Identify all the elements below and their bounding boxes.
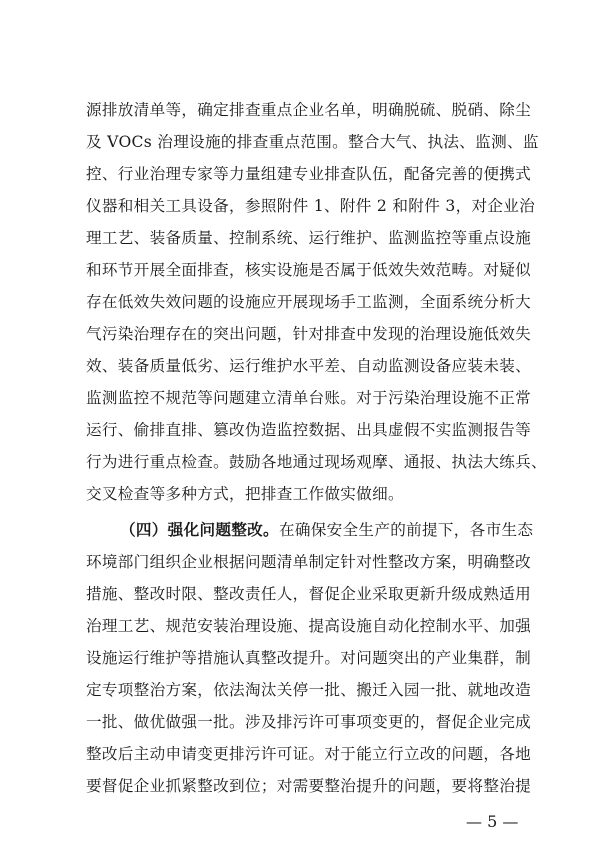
text-line: 措施、整改时限、整改责任人，督促企业采取更新升级成熟适用 [86, 585, 532, 603]
text-line: 治理工艺、规范安装治理设施、提高设施自动化控制水平、加强 [86, 617, 532, 635]
text-line: 要督促企业抓紧整改到位；对需要整治提升的问题，要将整治提 [86, 777, 532, 795]
text-line: 交叉检查等多种方式，把排查工作做实做细。 [86, 485, 404, 503]
text-line: 仪器和相关工具设备，参照附件 1、附件 2 和附件 3，对企业治 [86, 197, 536, 215]
text-line: 监测监控不规范等问题建立清单台账。对于污染治理设施不正常 [86, 389, 532, 407]
text-line: 整改后主动申请变更排污许可证。对于能立行立改的问题，各地 [86, 745, 532, 763]
text-line: 及 VOCs 治理设施的排查重点范围。整合大气、执法、监测、监 [86, 133, 539, 151]
text-line: 控、行业治理专家等力量组建专业排查队伍，配备完善的便携式 [86, 165, 532, 183]
page-number: — 5 — [466, 812, 519, 831]
text-line: 和环节开展全面排查，核实设施是否属于低效失效范畴。对疑似 [86, 261, 532, 279]
text-line: 气污染治理存在的突出问题，针对排查中发现的治理设施低效失 [86, 325, 532, 343]
section-first-line-text: 在确保安全生产的前提下，各市生态 [278, 521, 534, 539]
section-first-line [120, 520, 534, 540]
text-line: 定专项整治方案，依法淘汰关停一批、搬迁入园一批、就地改造 [86, 681, 532, 699]
text-line: 存在低效失效问题的设施应开展现场手工监测，全面系统分析大 [86, 293, 532, 311]
section-heading: （四）强化问题整改。 [120, 521, 279, 539]
text-line: 设施运行维护等措施认真整改提升。对问题突出的产业集群，制 [86, 649, 532, 667]
text-line: 效、装备质量低劣、运行维护水平差、自动监测设备应装未装、 [86, 357, 532, 375]
text-line: 理工艺、装备质量、控制系统、运行维护、监测监控等重点设施 [86, 229, 532, 247]
text-line: 一批、做优做强一批。涉及排污许可事项变更的，督促企业完成 [86, 713, 532, 731]
text-line: 运行、偷排直排、篡改伪造监控数据、出具虚假不实监测报告等 [86, 421, 532, 439]
text-line: 源排放清单等，确定排查重点企业名单，明确脱硫、脱硝、除尘 [86, 101, 532, 119]
text-line: 环境部门组织企业根据问题清单制定针对性整改方案，明确整改 [86, 553, 532, 571]
text-line: 行为进行重点检查。鼓励各地通过现场观摩、通报、执法大练兵、 [86, 453, 547, 471]
